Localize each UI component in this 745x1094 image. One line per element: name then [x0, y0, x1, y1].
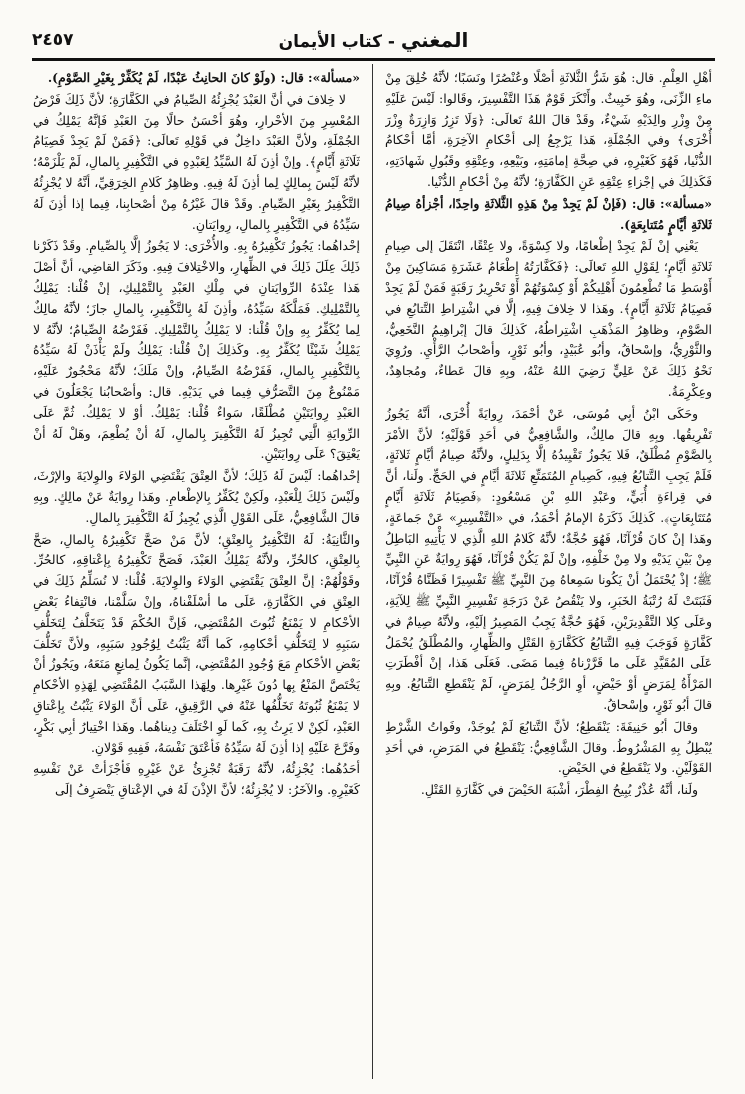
paragraph: أهْلِ العِلْمِ. قال: هُوَ شَرُّ الثَّلاثَةِ أصْلًا وعُنْصُرًا ونَسَبًا؛ لأنَّهُ خُلِقَ مِنْ ماءِ الزِّنَى، وهُوَ خَبِيثٌ. وأَنْكَرَ قَوْمٌ هَذَا التَّفْسِيرَ، وقَالوا: لَيْسَ عَلَيْهِ مِنْ وِزْرِ والِدَيْهِ شَيْءٌ، وقَدْ قالَ اللهُ تَعالَى: ﴿وَلَا تَزِرُ وَازِرَةٌ وِزْرَ أُخْرَى﴾ وفي الجُمْلَةِ، هَذا يَرْجِعُ إلى أحْكامِ الآخِرَةِ، أمَّا أحْكامُ الدُّنْيا، فَهُوَ كَغَيْرِهِ، في صِحَّةِ إمامَتِهِ، وبَيْعِهِ، وعِتْقِهِ وقَبُولِ شَهادَتِهِ، فَكَذلِكَ في إجْزاءِ عِتْقِهِ عَنِ الكَفَّارَةِ؛ لأنَّهُ مِنْ أحْكامِ الدُّنْيا.	[385, 70, 712, 189]
paragraph: والثَّانِيَةُ: لَهُ التَّكْفِيرُ بِالعِتْقِ؛ لأنَّ مَنْ صَحَّ تَكْفِيرُهُ بِالمالِ، صَحَّ بِالعِتْقِ، كالحُرِّ، ولأنَّهُ يَمْلِكُ العَبْدَ، فَصَحَّ تَكْفِيرُهُ بِإعْتاقِهِ، كالحُرِّ. وقَوْلُهُمْ: إنَّ العِتْقَ يَقْتَضِي الوَلاءَ والوِلايَةَ. قُلْنا: لا نُسَلِّمُ ذَلِكَ في العِتْقِ في الكَفَّارَةِ، عَلَى ما أسْلَفْناهُ، وإنْ سَلَّمْنا، فانْتِفاءُ بَعْضِ الأحْكامِ لا يَمْنَعُ ثُبُوتَ المُقْتَضِي، فَإنَّ الحُكْمَ قَدْ يَتَخَلَّفُ لِتَخَلُّفِ سَبَبِهِ لا لِتَخَلُّفِ أحْكامِهِ، كَما أنَّهُ يَثْبُتُ لِوُجُودِ سَبَبِهِ، ولأنَّ تَخَلُّفَ بَعْضِ الأحْكامِ مَعَ وُجُودِ المُقْتَضِي، إنَّما يَكُونُ لِمانِعٍ مَنَعَهُ، ويَجُوزُ أنْ يَخْتَصَّ المَنْعُ بِها دُونَ غَيْرِها. ولِهَذا السَّبَبُ المُقْتَضِي لِهَذِهِ الأحْكامِ لا يَمْنَعُ ثُبُوتَهُ تَخَلُّفُها عَنْهُ في الرَّقِيقِ، عَلَى أنَّ الوَلاءَ يَثْبُتُ بِإعْتاقِ العَبْدِ، لَكِنْ لا يَرِثُ بِهِ، كَما لَوِ اخْتَلَفَ دِيناهُما. وهَذا اخْتِيارُ أبِي بَكْرٍ، وفَرَّعَ عَلَيْهِ إذا أذِنَ لَهُ سَيِّدُهُ فَأعْتَقَ نَفْسَهُ، فَفِيهِ قَوْلانِ.	[33, 531, 360, 755]
page-header	[32, 26, 715, 60]
paragraph: إحْداهُما: لَيْسَ لَهُ ذَلِكَ؛ لأنَّ العِتْقَ يَقْتَضِي الوَلاءَ والوِلايَةَ والإرْثَ، ولَيْسَ ذَلِكَ لِلْعَبْدِ، ولَكِنْ يُكَفِّرُ بِالإطْعامِ. وهَذا رِوايَةٌ عَنْ مالِكٍ. وبِهِ قالَ الشَّافِعِيُّ، عَلَى القَوْلِ الَّذِي يُجِيزُ لَهُ التَّكْفِيرَ بِالمالِ.	[33, 468, 360, 525]
paragraph: وقالَ أبُو حَنِيفَةَ: يَنْقَطِعُ؛ لأنَّ التَّتابُعَ لَمْ يُوجَدْ، وفَواتُ الشَّرْطِ يُبْطِلُ بِهِ المَشْرُوطُ. وقالَ الشَّافِعِيُّ: يَنْقَطِعُ في المَرَضِ، في أحَدِ القَوْلَيْنِ. ولا يَنْقَطِعُ في الحَيْضِ.	[385, 718, 712, 776]
column-divider	[372, 64, 373, 1079]
chapter-title: كتاب الأيمان	[278, 32, 382, 52]
paragraph: يَعْنِي إنْ لَمْ يَجِدْ إطْعامًا، ولا كِسْوَةً، ولا عِتْقًا، انْتَقَلَ إلى صِيامِ ثَلاثَةِ أيَّامٍ؛ لِقَوْلِ اللهِ تَعالَى: ﴿فَكَفَّارَتُهُ إِطْعَامُ عَشَرَةِ مَسَاكِينَ مِنْ أَوْسَطِ مَا تُطْعِمُونَ أَهْلِيكُمْ أَوْ كِسْوَتُهُمْ أَوْ تَحْرِيرُ رَقَبَةٍ فَمَنْ لَمْ يَجِدْ فَصِيَامُ ثَلَاثَةِ أَيَّامٍ﴾. وهَذا لا خِلافَ فِيهِ، إلَّا في اشْتِراطِ التَّتابُعِ في الصَّوْمِ، وظاهِرُ المَذْهَبِ اشْتِراطُهُ، كَذلِكَ قالَ إبْراهِيمُ النَّخَعِيُّ، والثَّوْرِيُّ، وإسْحاقُ، وأبُو عُبَيْدٍ، وأبُو ثَوْرٍ، وأصْحابُ الرَّأْيِ. ورُوِيَ نَحْوُ ذَلِكَ عَنْ عَلِيٍّ رَضِيَ اللهُ عَنْهُ، وبِهِ قالَ عَطاءٌ، ومُجاهِدٌ، وعِكْرِمَةُ.	[385, 238, 712, 399]
paragraph: أحَدُهُما: يُجْزِئُهُ، لأنَّهُ رَقَبَةٌ تُجْزِئُ عَنْ غَيْرِهِ فَأجْزَأتْ عَنْ نَفْسِهِ كَغَيْرِهِ. والآخَرُ: لا يُجْزِئُهُ؛ لأنَّ الإذْنَ لَهُ في الإعْتاقِ يَنْصَرِفُ إلَى	[33, 761, 360, 798]
left-column	[33, 68, 360, 1078]
book-title: المغني	[400, 28, 469, 52]
right-column	[385, 68, 712, 1078]
paragraph: وحَكَى ابْنُ أبِي مُوسَى، عَنْ أحْمَدَ، رِوايَةً أُخْرَى، أنَّهُ يَجُوزُ تَفْرِيقُها. وبِهِ قالَ مالِكٌ، والشَّافِعِيُّ في أحَدِ قَوْلَيْهِ؛ لأنَّ الأمْرَ بِالصَّوْمِ مُطْلَقٌ، فَلا يَجُوزُ تَقْيِيدُهُ إلَّا بِدَلِيلٍ، ولأنَّهُ صِيامُ أيَّامٍ ثَلاثَةٍ، فَلَمْ يَجِبِ التَّتابُعُ فِيهِ، كَصِيامِ المُتَمَتِّعِ ثَلاثَةَ أيَّامٍ في الحَجِّ. ولَنا، أنَّ في قِراءَةِ أُبَيٍّ، وعَبْدِ اللهِ بْنِ مَسْعُودٍ: ﴿فَصِيَامُ ثَلَاثَةِ أَيَّامٍ مُتَتَابِعَاتٍ﴾. كَذلِكَ ذَكَرَهُ الإمامُ أحْمَدُ، في «التَّفْسِيرِ» عَنْ جَماعَةٍ، وهَذا إنْ كانَ قُرْآنًا، فَهُوَ حُجَّةٌ؛ لأنَّهُ كَلامُ اللهِ الَّذِي لا يَأْتِيهِ البَاطِلُ مِنْ بَيْنِ يَدَيْهِ ولا مِنْ خَلْفِهِ، وإنْ لَمْ يَكُنْ قُرْآنًا، فَهُوَ رِوايَةٌ عَنِ النَّبِيِّ ﷺ؛ إذْ يُحْتَمَلُ أنْ يَكُونا سَمِعاهُ مِنَ النَّبِيِّ ﷺ تَفْسِيرًا فَظَنَّاهُ قُرْآنًا، فَثَبَتَتْ لَهُ رُتْبَةُ الخَبَرِ، ولا يَنْقُصُ عَنْ دَرَجَةِ تَفْسِيرِ النَّبِيِّ ﷺ لِلآيَةِ، وعَلَى كِلا التَّقْدِيرَيْنِ، فَهُوَ حُجَّةٌ يَجِبُ المَصِيرُ إلَيْهِ، ولأنَّهُ صِيامٌ في كَفَّارَةٍ فَوَجَبَ فِيهِ التَّتابُعُ كَكَفَّارَةِ القَتْلِ والظِّهارِ، والمُطْلَقُ يُحْمَلُ عَلَى المُقَيَّدِ عَلَى ما قَرَّرْناهُ فِيما مَضَى. فَعَلَى هَذا، إنْ أفْطَرَتِ المَرْأَةُ لِمَرَضٍ أوْ حَيْضٍ، أوِ الرَّجُلُ لِمَرَضٍ، لَمْ يَنْقَطِعِ التَّتابُعُ. وبِهِ قالَ أبُو ثَوْرٍ، وإسْحاقُ.	[385, 405, 712, 712]
mas-ala-heading: «مسألة»: قال: (فَإنْ لَمْ يَجِدْ مِنْ هَذِهِ الثَّلاثَةِ واحِدًا، أجْزأهُ صِيامُ ثَلاثَةِ أيَّامٍ مُتَتابِعَةٍ).	[385, 195, 712, 232]
paragraph: ولَنا، أنَّهُ عُذْرٌ يُبِيحُ الفِطْرَ، أشْبَهَ الحَيْضَ في كَفَّارَةِ القَتْلِ.	[420, 782, 698, 798]
paragraph: لا خِلافَ في أنَّ العَبْدَ يُجْزِئُهُ الصِّيامُ في الكَفَّارَةِ؛ لأنَّ ذَلِكَ فَرْضُ المُعْسِرِ مِنَ الأحْرارِ، وهُوَ أحْسَنُ حالًا مِنَ العَبْدِ فَإنَّهُ يَمْلِكُ في الجُمْلَةِ، ولأنَّ العَبْدَ داخِلٌ في قَوْلِهِ تَعالَى: ﴿فَمَنْ لَمْ يَجِدْ فَصِيَامُ ثَلَاثَةِ أَيَّامٍ﴾. وإنْ أذِنَ لَهُ السَّيِّدُ لِعَبْدِهِ في التَّكْفِيرِ بِالمالِ، لَمْ يَلْزَمْهُ؛ لأنَّهُ لَيْسَ بِمالِكٍ لِما أذِنَ لَهُ فِيهِ. وظاهِرُ كَلامِ الخِرَقِيِّ، أنَّهُ لا يُجْزِئُهُ التَّكْفِيرُ بِغَيْرِ الصِّيامِ. وقَدْ قالَ غَيْرُهُ مِنْ أصْحابِنا، فِيما إذا أذِنَ لَهُ سَيِّدُهُ في التَّكْفِيرِ بِالمالِ، رِوايَتانِ.	[33, 91, 360, 232]
title-separator: -	[382, 32, 401, 52]
mas-ala-heading: «مسألة»: قال: (ولَوْ كانَ الحانِثُ عَبْدًا، لَمْ يُكَفِّرْ بِغَيْرِ الصَّوْمِ).	[47, 70, 360, 85]
paragraph: إحْداهُما: يَجُوزُ تَكْفِيرُهُ بِهِ. والأُخْرَى: لا يَجُوزُ إلَّا بِالصِّيامِ. وقَدْ ذَكَرْنا ذَلِكَ عِلَلَ ذَلِكَ في الظِّهارِ، والاخْتِلافَ فِيهِ. وذَكَرَ القاضِي، أنَّ أصْلَ هَذا عِنْدَهُ الرِّوايَتانِ في مِلْكِ العَبْدِ بِالتَّمْلِيكِ، إنْ قُلْنا: يَمْلِكُ بِالتَّمْلِيكِ. فَمَلَّكَهُ سَيِّدُهُ، وأذِنَ لَهُ بِالتَّكْفِيرِ، بِالمالِ جازَ؛ لأنَّهُ مالِكٌ لِما يُكَفِّرُ بِهِ وإنْ قُلْنا: لا يَمْلِكُ بِالتَّمْلِيكِ. فَفَرْضُهُ الصِّيامُ؛ لأنَّهُ لا يَمْلِكُ شَيْئًا يُكَفِّرُ بِهِ. وكَذلِكَ إنْ قُلْنا: يَمْلِكُ ولَمْ يَأْذَنْ لَهُ سَيِّدُهُ بِالتَّكْفِيرِ بِالمالِ، فَفَرْضُهُ الصِّيامُ، وإنْ مَلَكَ؛ لأنَّهُ مَحْجُورٌ عَلَيْهِ، مَمْنُوعٌ مِنَ التَّصَرُّفِ فِيما في يَدَيْهِ. قال: وأصْحابُنا يَجْعَلُونَ في العَبْدِ رِوايَتَيْنِ مُطْلَقًا، سَواءٌ قُلْنا: يَمْلِكُ. أوْ لا يَمْلِكُ. ثُمَّ عَلَى الرِّوايَةِ الَّتِي تُجِيزُ لَهُ التَّكْفِيرَ بِالمالِ، لَهُ أنْ يُطْعِمَ، وهَلْ لَهُ أنْ يَعْتِقَ؟ عَلَى رِوايَتَيْنِ.	[33, 238, 360, 462]
running-title	[32, 28, 715, 52]
header-rule	[32, 60, 715, 61]
page-number: ٢٤٥٧	[32, 30, 74, 50]
